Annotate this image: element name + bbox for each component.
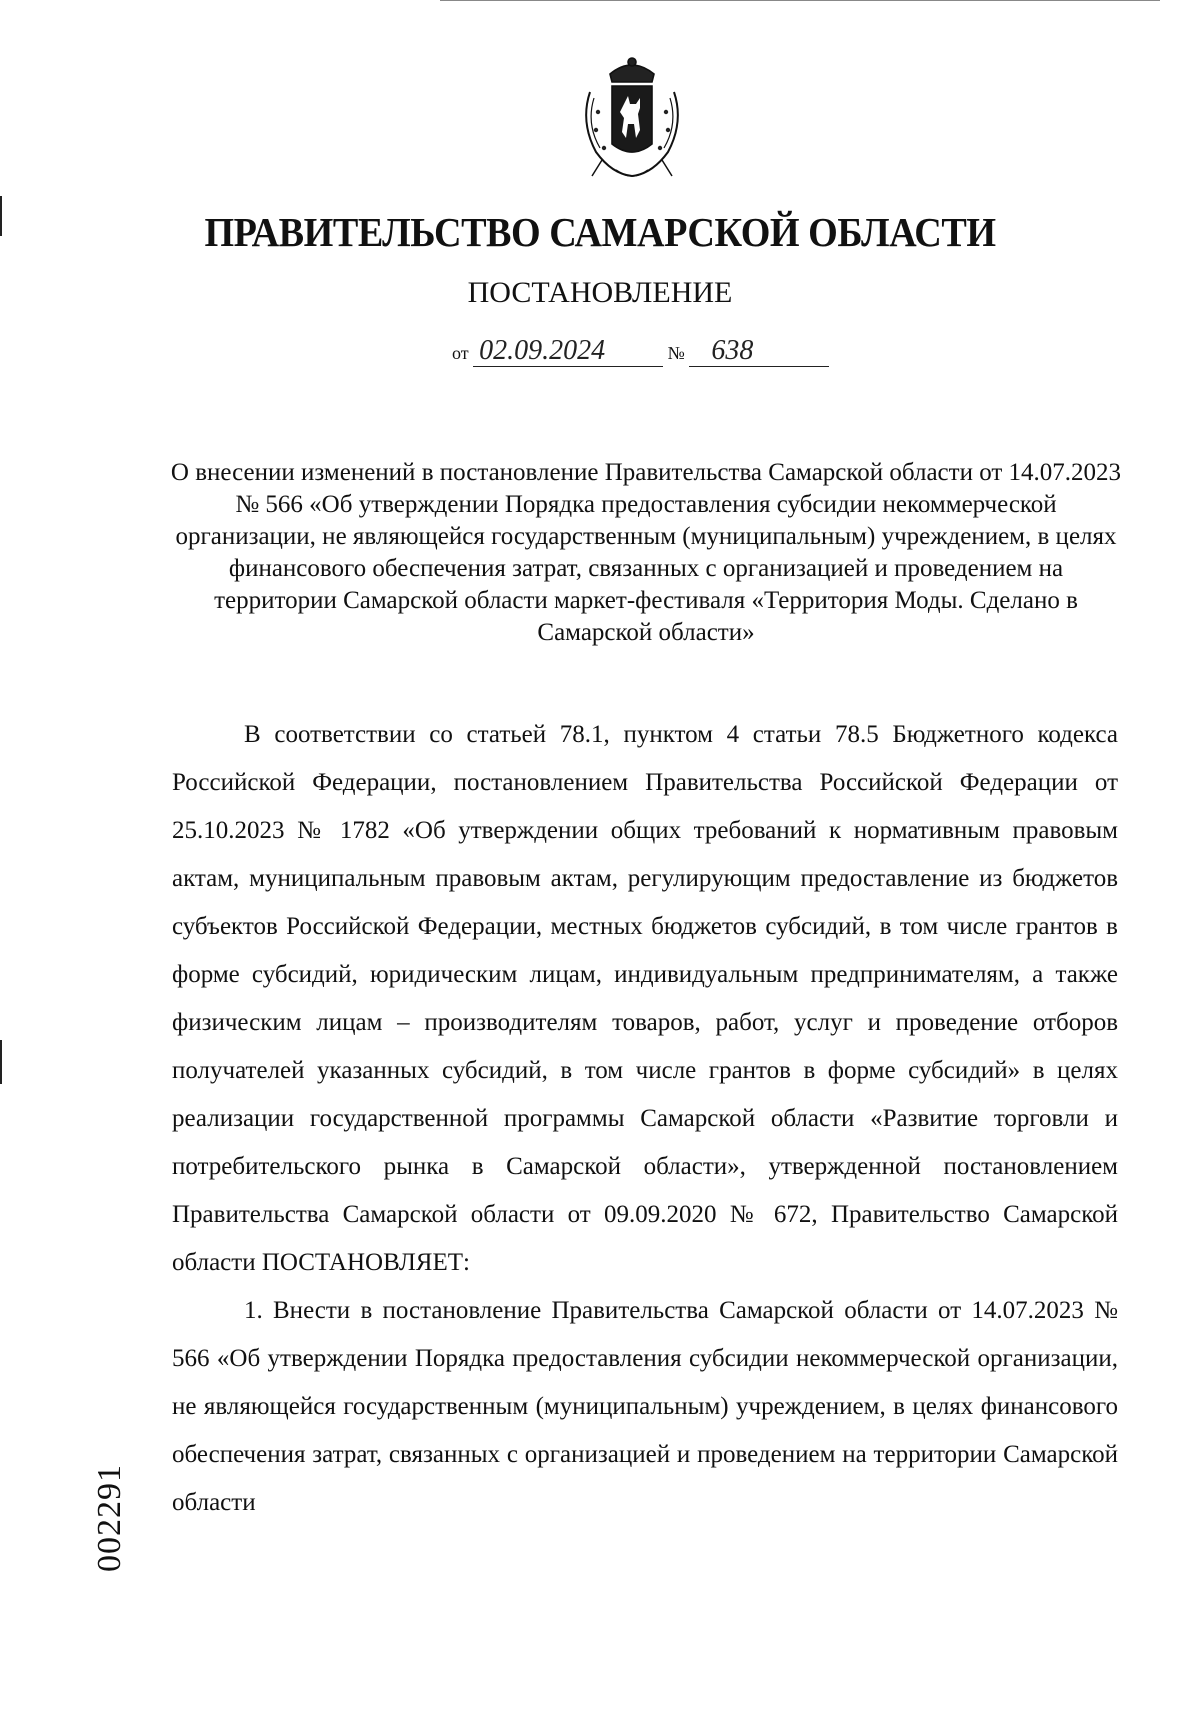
item-1-paragraph: 1. Внести в постановление Правительства Самарской области от 14.07.2023 № 566 «Об утверждении Порядка предоставления субсидии некоммерческой организации, не являющейся государственным (муниципальным) учреждением, в целях финансового обеспечения затрат, связанных с организацией и проведением на территории Самарской области (172, 1297, 1118, 1516)
document-type: ПОСТАНОВЛЕНИЕ (467, 276, 733, 309)
government-name: ПРАВИТЕЛЬСТВО САМАРСКОЙ ОБЛАСТИ (204, 209, 996, 255)
serial-number-text: 002291 (91, 1464, 128, 1572)
document-body (172, 711, 1118, 1527)
document-number: 638 (689, 336, 829, 367)
document-date: 02.09.2024 (473, 336, 663, 367)
date-prefix: от (452, 343, 469, 363)
number-prefix: № (667, 343, 685, 363)
date-number-line (452, 336, 829, 372)
scan-edge-mark (0, 1040, 2, 1084)
scan-edge-mark (0, 196, 2, 236)
document-subject: О внесении изменений в постановление Правительства Самарской области от 14.07.2023 № 566 «Об утверждении Порядка предоставления субсидии некоммерческой организации, не являющейся государственным (муниципальным) учреждением, в целях финансового обеспечения затрат, связанных с организацией и проведением на территории Самарской области маркет-фестиваля «Территория Моды. Сделано в Самарской области» (170, 459, 1122, 646)
scan-edge-mark (440, 0, 1160, 1)
preamble-paragraph: В соответствии со статьей 78.1, пунктом 4 статьи 78.5 Бюджетного кодекса Российской Федерации, постановлением Правительства Российской Федерации от 25.10.2023 № 1782 «Об утверждении общих требований к нормативным правовым актам, муниципальным правовым актам, регулирующим предоставление из бюджетов субъектов Российской Федерации, местных бюджетов субсидий, в том числе грантов в форме субсидий, юридическим лицам, индивидуальным предпринимателям, а также физическим лицам – производителям товаров, работ, услуг и проведение отборов получателей указанных субсидий, в том числе грантов в форме субсидий» в целях реализации государственной программы Самарской области «Развитие торговли и потребительского рынка в Самарской области», утвержденной постановлением Правительства Самарской области от 09.09.2020 № 672, Правительство Самарской области ПОСТАНОВЛЯЕТ: (172, 721, 1118, 1276)
samara-coat-of-arms-icon (572, 52, 692, 184)
